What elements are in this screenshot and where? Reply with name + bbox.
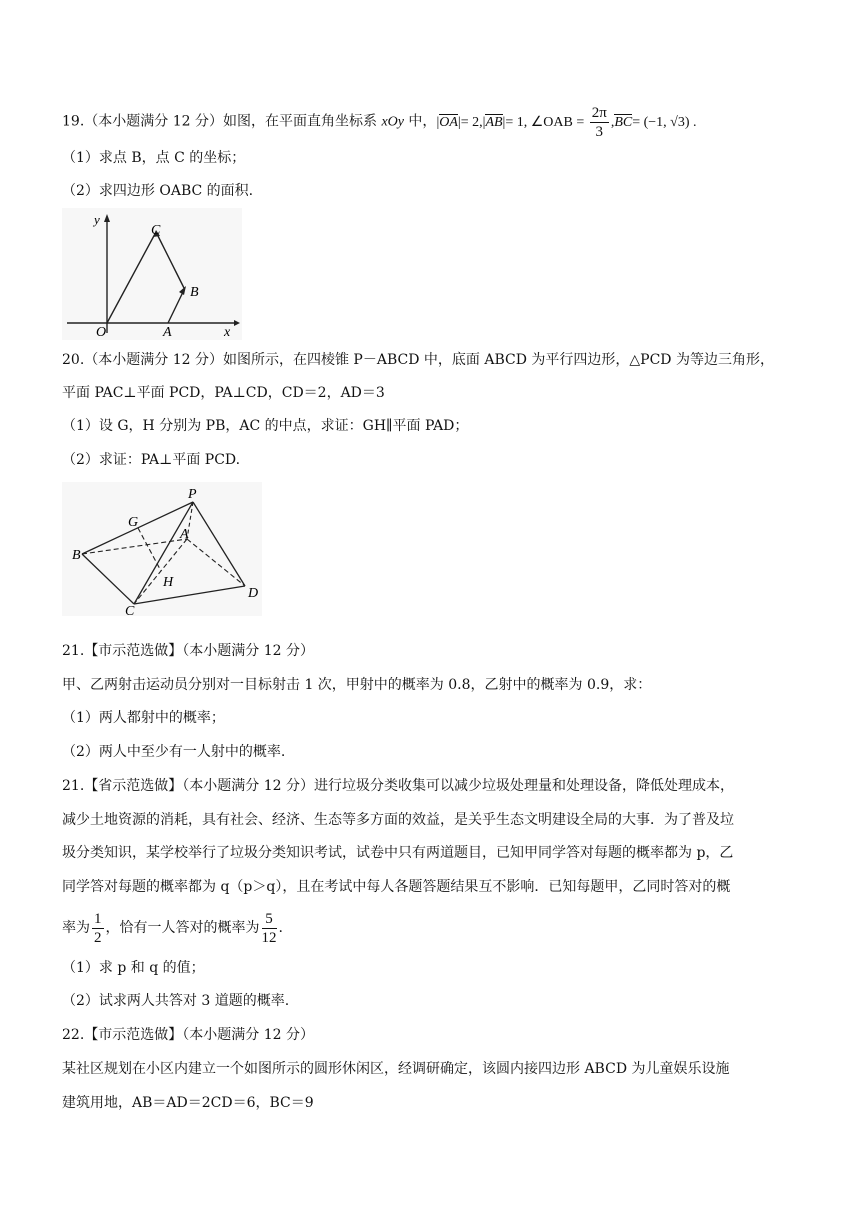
formula-comma: , bbox=[610, 114, 615, 130]
label-y: y bbox=[94, 212, 100, 227]
q20-stem-line1: 20.（本小题满分 12 分）如图所示，在四棱锥 P－ABCD 中，底面 ABCD 为平行四边形，△PCD 为等边三角形， bbox=[62, 352, 774, 368]
q19-coord-system: xOy bbox=[381, 114, 404, 130]
q20-pyramid-figure bbox=[62, 482, 262, 616]
vector-oa: OA bbox=[439, 114, 458, 130]
label-x: x bbox=[224, 325, 231, 340]
fraction-numerator: 2π bbox=[591, 105, 607, 121]
q21-prov-line2: 减少土地资源的消耗，具有社会、经济、生态等多方面的效益，是关乎生态文明建设全局的大事．为了普及垃 bbox=[62, 812, 734, 828]
q20-stem-line2: 平面 PAC⊥平面 PCD，PA⊥CD，CD＝2，AD＝3 bbox=[62, 385, 385, 401]
vector-ab: AB bbox=[485, 114, 503, 130]
q21-prov-part1: （1）求 p 和 q 的值； bbox=[62, 960, 205, 976]
q21-city-stem: 甲、乙两射击运动员分别对一目标射击 1 次，甲射中的概率为 0.8，乙射中的概率为 0.9，求： bbox=[62, 677, 652, 693]
fraction-2pi-3 bbox=[590, 104, 609, 141]
q22-title: 22.【市示范选做】（本小题满分 12 分） bbox=[62, 1027, 314, 1043]
label-d: D bbox=[248, 586, 259, 601]
label-b: B bbox=[72, 548, 81, 563]
q19-part1: （1）求点 B，点 C 的坐标； bbox=[62, 150, 246, 166]
vector-bc: BC bbox=[614, 114, 633, 130]
label-p: P bbox=[188, 487, 197, 502]
q20-part2: （2）求证：PA⊥平面 PCD. bbox=[62, 452, 241, 468]
fraction-denominator: 2 bbox=[94, 929, 102, 946]
fraction-numerator: 5 bbox=[262, 910, 277, 929]
q21-city-part2: （2）两人中至少有一人射中的概率. bbox=[62, 744, 286, 760]
label-b: B bbox=[190, 285, 199, 300]
formula-end: . bbox=[689, 114, 697, 130]
q21-prov-line1: 21.【省示范选做】（本小题满分 12 分）进行垃圾分类收集可以减少垃圾处理量和处理设备，降低处理成本， bbox=[62, 778, 734, 794]
q19-stem bbox=[62, 104, 802, 140]
formula-eq2: |= 1, ∠OAB = bbox=[502, 114, 588, 130]
q22-stem-line2: 建筑用地，AB＝AD＝2CD＝6，BC＝9 bbox=[62, 1095, 314, 1111]
label-a: A bbox=[180, 527, 189, 542]
q19-coordinate-figure bbox=[62, 208, 242, 340]
line5-suffix: . bbox=[278, 920, 283, 936]
q19-lead: 19.（本小题满分 12 分）如图，在平面直角坐标系 bbox=[62, 113, 382, 130]
formula-eq3: = (−1, √3) bbox=[632, 114, 690, 130]
formula-eq1: |= 2,| bbox=[457, 114, 486, 130]
line5-prefix: 率为 bbox=[62, 920, 90, 936]
q21-prov-line3: 圾分类知识，某学校举行了垃圾分类知识考试，试卷中只有两道题目，已知甲同学答对每题的概率都为 p，乙 bbox=[62, 845, 734, 861]
fraction-five-twelfths bbox=[262, 910, 277, 947]
fraction-one-half bbox=[92, 910, 104, 947]
fraction-numerator: 1 bbox=[94, 910, 102, 927]
line5-middle: ，恰有一人答对的概率为 bbox=[105, 920, 260, 936]
q21-city-part1: （1）两人都射中的概率； bbox=[62, 710, 225, 726]
label-h: H bbox=[163, 575, 174, 590]
q21-prov-part2: （2）试求两人共答对 3 道题的概率. bbox=[62, 993, 290, 1009]
fraction-denominator: 12 bbox=[261, 929, 277, 946]
q21-city-title: 21.【市示范选做】（本小题满分 12 分） bbox=[62, 643, 314, 659]
fraction-denominator: 3 bbox=[595, 124, 604, 140]
q19-mid: 中， bbox=[403, 113, 437, 130]
q20-part1: （1）设 G，H 分别为 PB，AC 的中点，求证：GH∥平面 PAD； bbox=[62, 418, 469, 434]
q21-prov-line4: 同学答对每题的概率都为 q（p＞q），且在考试中每人各题答题结果互不影响．已知每题甲，乙同时答对的概 bbox=[62, 879, 731, 895]
q21-prov-line5 bbox=[62, 906, 802, 950]
q22-stem-line1: 某社区规划在小区内建立一个如图所示的圆形休闲区，经调研确定，该圆内接四边形 ABCD 为儿童娱乐设施 bbox=[62, 1061, 730, 1077]
label-o: O bbox=[96, 325, 107, 340]
label-a: A bbox=[163, 325, 172, 340]
label-c: C bbox=[151, 223, 161, 238]
formula-bar: | bbox=[436, 114, 440, 130]
label-g: G bbox=[128, 515, 139, 530]
q19-part2: （2）求四边形 OABC 的面积. bbox=[62, 183, 254, 199]
label-c: C bbox=[125, 604, 135, 616]
